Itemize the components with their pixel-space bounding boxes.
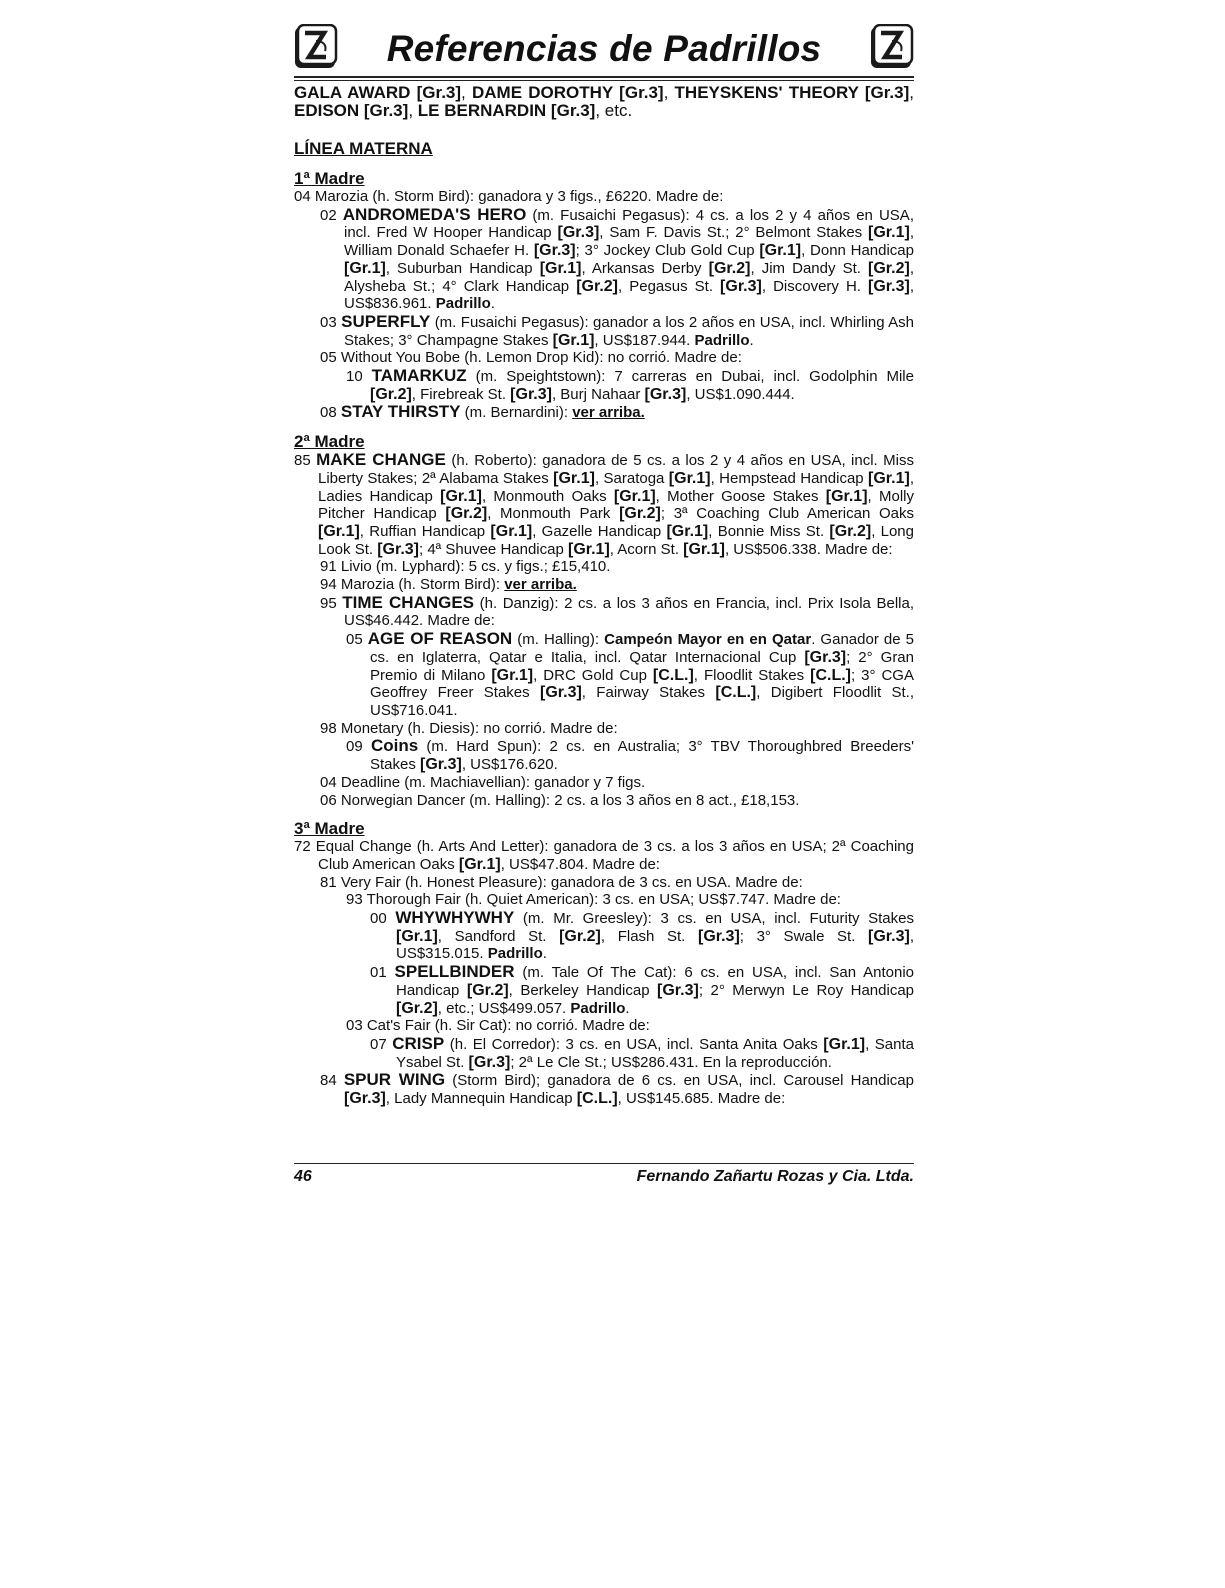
pedigree-entry: 10 TAMARKUZ (m. Speightstown): 7 carreras en Dubai, incl. Godolphin Mile [Gr.2], Firebreak St. [Gr.3], Burj Nahaar [Gr.3], US$1.090.444. <box>346 366 914 403</box>
pedigree-entry: 91 Livio (m. Lyphard): 5 cs. y figs.; £15,410. <box>320 558 611 576</box>
separator-text: , <box>461 83 472 102</box>
pedigree-entry: 02 ANDROMEDA'S HERO (m. Fusaichi Pegasus): 4 cs. a los 2 y 4 años en USA, incl. Fred W Hooper Handicap [Gr.3], Sam F. Davis St.; 2° Belmont Stakes [Gr.1], William Donald Schaefer H. [Gr.3]; 3° Jockey Club Gold Cup [Gr.1], Donn Handicap [Gr.1], Suburban Handicap [Gr.1], Arkansas Derby [Gr.2], Jim Dandy St. [Gr.2], Alysheba St.; 4° Clark Handicap [Gr.2], Pegasus St. [Gr.3], Discovery H. [Gr.3], US$836.961. Padrillo. <box>320 204 914 313</box>
grade-badge: [Gr.3] <box>533 242 576 260</box>
grade-badge: [Gr.2] <box>466 981 509 999</box>
produce-name: THEYSKENS' THEORY [Gr.3] <box>674 83 910 102</box>
stallion-label: Padrillo <box>570 999 626 1017</box>
pedigree-entry: 03 SUPERFLY (m. Fusaichi Pegasus): ganador a los 2 años en USA, incl. Whirling Ash Stakes; 3° Champagne Stakes [Gr.1], US$187.944. Padrillo. <box>320 311 914 349</box>
separator-text: , <box>408 101 418 120</box>
horse-name: SPELLBINDER <box>394 962 515 982</box>
grade-badge: [Gr.1] <box>613 487 656 505</box>
header-rule <box>294 76 914 81</box>
produce-name: LE BERNARDIN [Gr.3] <box>417 101 596 120</box>
grade-badge: [Gr.2] <box>396 999 438 1017</box>
pedigree-entry: 07 CRISP (h. El Corredor): 3 cs. en USA, incl. Santa Anita Oaks [Gr.1], Santa Ysabel St. [Gr.3]; 2ª Le Cle St.; US$286.431. En la reproducción. <box>370 1033 914 1071</box>
dam-heading: 3ª Madre <box>294 819 365 839</box>
pedigree-entry: 98 Monetary (h. Diesis): no corrió. Madre de: <box>320 719 618 737</box>
pedigree-entry: 05 Without You Bobe (h. Lemon Drop Kid): no corrió. Madre de: <box>320 349 742 367</box>
grade-badge: [Gr.2] <box>576 277 618 295</box>
produce-name: DAME DOROTHY [Gr.3] <box>471 83 664 102</box>
horse-name: Coins <box>370 736 419 756</box>
pedigree-entry: 03 Cat's Fair (h. Sir Cat): no corrió. Madre de: <box>346 1017 650 1035</box>
horse-name: ANDROMEDA'S HERO <box>342 204 527 224</box>
grade-badge: [Gr.1] <box>552 331 595 349</box>
grade-badge: [Gr.1] <box>683 540 725 558</box>
pedigree-entry: 95 TIME CHANGES (h. Danzig): 2 cs. a los 3 años en Francia, incl. Prix Isola Bella, US$46.442. Madre de: <box>320 592 914 630</box>
grade-badge: [Gr.3] <box>344 1090 386 1108</box>
grade-badge: [Gr.2] <box>559 927 601 945</box>
page-header <box>294 20 914 76</box>
grade-badge: [Gr.1] <box>553 469 595 487</box>
grade-badge: [Gr.2] <box>708 259 751 277</box>
produce-name: GALA AWARD [Gr.3] <box>294 83 462 102</box>
pedigree-entry: 04 Marozia (h. Storm Bird): ganadora y 3 figs., £6220. Madre de: <box>294 188 724 205</box>
horse-name: AGE OF REASON <box>367 629 513 649</box>
grade-badge: [Gr.1] <box>823 1035 866 1053</box>
grade-badge: [Gr.3] <box>868 927 910 945</box>
horse-name: TAMARKUZ <box>371 366 467 386</box>
section-heading: LÍNEA MATERNA <box>294 139 433 158</box>
intro-paragraph <box>294 84 914 120</box>
grade-badge: [Gr.3] <box>644 385 687 403</box>
grade-badge: [Gr.1] <box>567 540 610 558</box>
grade-badge: [Gr.2] <box>619 505 661 523</box>
see-above-reference: ver arriba. <box>504 576 577 594</box>
separator-text: , etc. <box>595 101 633 120</box>
pedigree-entry: 08 STAY THIRSTY (m. Bernardini): ver arriba. <box>320 402 645 422</box>
grade-badge: [C.L.] <box>576 1090 618 1108</box>
page-number: 46 <box>294 1168 312 1185</box>
grade-badge: [Gr.2] <box>445 505 488 523</box>
pedigree-entry: 85 MAKE CHANGE (h. Roberto): ganadora de 5 cs. a los 2 y 4 años en USA, incl. Miss Liberty Stakes; 2ª Alabama Stakes [Gr.1], Saratoga [Gr.1], Hempstead Handicap [Gr.1], Ladies Handicap [Gr.1], Monmouth Oaks [Gr.1], Mother Goose Stakes [Gr.1], Molly Pitcher Handicap [Gr.2], Monmouth Park [Gr.2]; 3ª Coaching Club American Oaks [Gr.1], Ruffian Handicap [Gr.1], Gazelle Handicap [Gr.1], Bonnie Miss St. [Gr.2], Long Look St. [Gr.3]; 4ª Shuvee Handicap [Gr.1], Acorn St. [Gr.1], US$506.338. Madre de: <box>294 450 914 558</box>
pedigree-entry: 00 WHYWHYWHY (m. Mr. Greesley): 3 cs. en USA, incl. Futurity Stakes [Gr.1], Sandford St. [Gr.2], Flash St. [Gr.3]; 3° Swale St. [Gr.3], US$315.015. Padrillo. <box>370 908 914 963</box>
grade-badge: [Gr.1] <box>318 522 360 540</box>
pedigree-entry: 09 Coins (m. Hard Spun): 2 cs. en Australia; 3° TBV Thoroughbred Breeders' Stakes [Gr.3], US$176.620. <box>346 736 914 774</box>
pedigree-entry: 04 Deadline (m. Machiavellian): ganador y 7 figs. <box>320 773 646 791</box>
grade-badge: [Gr.3] <box>697 927 740 945</box>
grade-badge: [Gr.2] <box>829 522 872 540</box>
grade-badge: [Gr.1] <box>539 259 582 277</box>
pedigree-entry: 06 Norwegian Dancer (m. Halling): 2 cs. a los 3 años en 8 act., £18,153. <box>320 791 800 809</box>
grade-badge: [C.L.] <box>810 666 851 684</box>
page-title: Referencias de Padrillos <box>386 28 822 69</box>
grade-badge: [Gr.1] <box>759 242 802 260</box>
grade-badge: [Gr.1] <box>344 259 386 277</box>
grade-badge: [Gr.1] <box>668 469 711 487</box>
publisher-name: Fernando Zañartu Rozas y Cia. Ltda. <box>636 1168 914 1185</box>
stallion-label: Padrillo <box>487 945 543 963</box>
footer-rule <box>294 1163 914 1164</box>
dam-heading: 1ª Madre <box>294 169 365 188</box>
horse-name: CRISP <box>392 1033 445 1053</box>
pedigree-entry: 01 SPELLBINDER (m. Tale Of The Cat): 6 cs. en USA, incl. San Antonio Handicap [Gr.2], Berkeley Handicap [Gr.3]; 2° Merwyn Le Roy Handicap [Gr.2], etc.; US$499.057. Padrillo. <box>370 962 915 1017</box>
pedigree-entry: 94 Marozia (h. Storm Bird): ver arriba. <box>320 576 577 594</box>
grade-badge: [Gr.1] <box>440 487 482 505</box>
horse-name: STAY THIRSTY <box>340 402 461 422</box>
produce-name: EDISON [Gr.3] <box>294 101 409 120</box>
grade-badge: [Gr.1] <box>491 666 534 684</box>
stallion-label: Padrillo <box>694 331 750 349</box>
see-above-reference: ver arriba. <box>572 404 645 422</box>
grade-badge: [Gr.1] <box>825 487 868 505</box>
grade-badge: [Gr.3] <box>804 648 847 666</box>
separator-text: , <box>663 83 675 102</box>
grade-badge: [Gr.1] <box>396 927 438 945</box>
grade-badge: [Gr.2] <box>370 385 412 403</box>
horse-name: SUPERFLY <box>341 311 431 331</box>
separator-text: , <box>909 83 914 102</box>
grade-badge: [Gr.1] <box>458 855 501 873</box>
stallion-label: Padrillo <box>435 295 491 313</box>
horse-name: WHYWHYWHY <box>395 908 515 928</box>
champion-title: Campeón Mayor en en Qatar <box>604 631 812 649</box>
pedigree-entry: 72 Equal Change (h. Arts And Letter): ganadora de 3 cs. a los 3 años en USA; 2ª Coaching Club American Oaks [Gr.1], US$47.804. Madre de: <box>294 838 914 873</box>
grade-badge: [Gr.3] <box>720 277 762 295</box>
dam-heading: 2ª Madre <box>294 432 365 452</box>
grade-badge: [Gr.3] <box>420 756 462 774</box>
grade-badge: [C.L.] <box>652 666 694 684</box>
pedigree-entry: 93 Thorough Fair (h. Quiet American): 3 cs. en USA; US$7.747. Madre de: <box>346 891 841 909</box>
pedigree-entry: 84 SPUR WING (Storm Bird); ganadora de 6 cs. en USA, incl. Carousel Handicap [Gr.3], Lady Mannequin Handicap [C.L.], US$145.685. Madre de: <box>320 1070 914 1108</box>
grade-badge: [Gr.2] <box>868 259 910 277</box>
horseshoe-emblem-icon <box>870 24 914 70</box>
grade-badge: [Gr.1] <box>868 469 910 487</box>
grade-badge: [Gr.3] <box>557 224 600 242</box>
page-footer <box>294 1163 914 1186</box>
grade-badge: [Gr.1] <box>666 522 709 540</box>
horse-name: MAKE CHANGE <box>316 450 446 470</box>
pedigree-entry: 05 AGE OF REASON (m. Halling): Campeón Mayor en en Qatar. Ganador de 5 cs. en Iglaterra, Qatar e Italia, incl. Qatar Internacional Cup [Gr.3]; 2° Gran Premio di Milano [Gr.1], DRC Gold Cup [C.L.], Floodlit Stakes [C.L.]; 3° CGA Geoffrey Freer Stakes [Gr.3], Fairway Stakes [C.L.], Digibert Floodlit St., US$716.041. <box>346 629 915 719</box>
pedigree-entry: 81 Very Fair (h. Honest Pleasure): ganadora de 3 cs. en USA. Madre de: <box>320 873 803 891</box>
grade-badge: [Gr.3] <box>468 1053 511 1071</box>
grade-badge: [Gr.3] <box>510 385 552 403</box>
grade-badge: [Gr.3] <box>377 540 419 558</box>
grade-badge: [Gr.3] <box>868 277 910 295</box>
horse-name: SPUR WING <box>343 1070 446 1090</box>
grade-badge: [Gr.3] <box>657 981 699 999</box>
grade-badge: [Gr.1] <box>490 522 533 540</box>
document-page <box>294 20 914 1108</box>
horse-name: TIME CHANGES <box>342 592 475 612</box>
grade-badge: [Gr.3] <box>540 684 582 702</box>
grade-badge: [Gr.1] <box>868 224 910 242</box>
grade-badge: [C.L.] <box>715 684 757 702</box>
